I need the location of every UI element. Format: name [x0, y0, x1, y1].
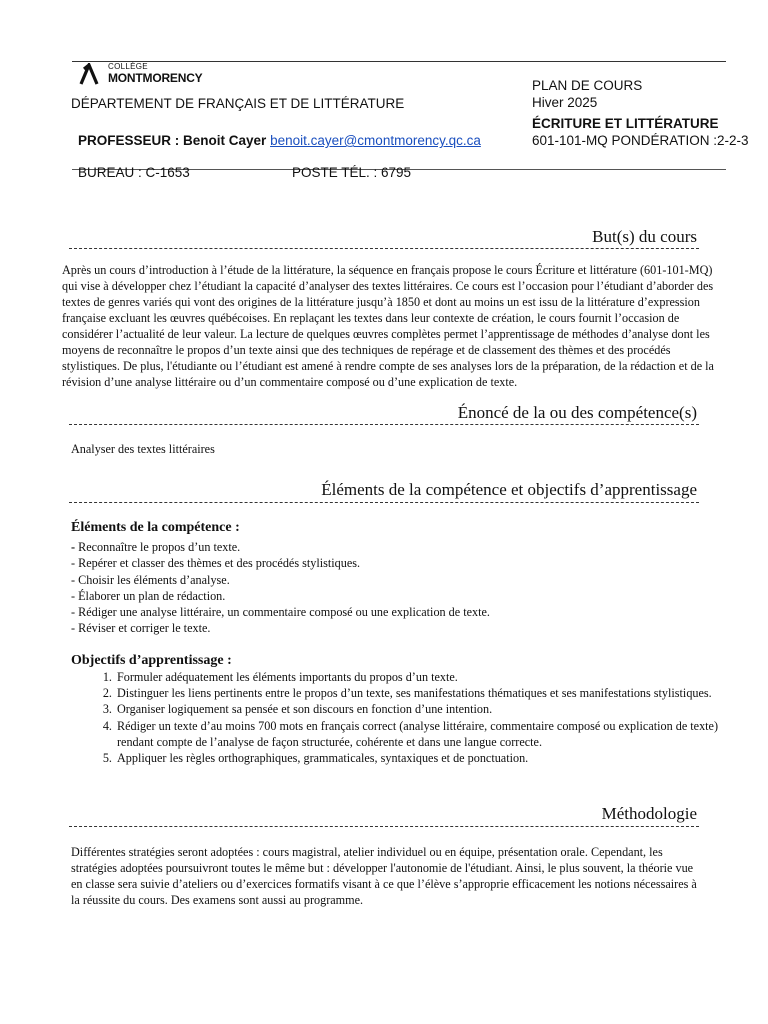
methodology-divider: [69, 826, 699, 827]
competence-divider: [69, 424, 699, 425]
list-item: - Reconnaître le propos d’un texte.: [71, 540, 241, 554]
list-item: 4. Rédiger un texte d’au moins 700 mots en français correct (analyse littéraire, commentaire composé ou explication de texte) rendant compte de l’analyse de façon structurée, cohérente et dans une langue correcte.: [115, 718, 725, 750]
goals-title: But(s) du cours: [592, 227, 697, 246]
elements-divider: [69, 502, 699, 503]
competence-title: Énoncé de la ou des compétence(s): [457, 403, 697, 422]
montmorency-logo-icon: [78, 63, 100, 85]
list-item: - Réviser et corriger le texte.: [71, 621, 211, 636]
logo-college-text: COLLÈGE: [108, 62, 148, 71]
list-item: 1. Formuler adéquatement les éléments importants du propos d’un texte.: [115, 669, 725, 685]
professor-label: PROFESSEUR : Benoit Cayer: [78, 133, 267, 148]
phone-extension: POSTE TÉL. : 6795: [292, 165, 412, 180]
logo-name-text: MONTMORENCY: [108, 71, 203, 85]
list-item: - Élaborer un plan de rédaction.: [71, 588, 226, 603]
list-item: - Choisir les éléments d’analyse.: [71, 572, 230, 587]
list-item: 5. Appliquer les règles orthographiques, grammaticales, syntaxiques et de ponctuation.: [115, 750, 725, 766]
list-item: - Rédiger une analyse littéraire, un commentaire composé ou une explication de texte.: [71, 605, 490, 620]
elements-list: [71, 539, 711, 637]
list-item: 2. Distinguer les liens pertinents entre le propos d’un texte, ses manifestations thématiques et ses manifestations stylistiques.: [115, 685, 725, 701]
methodology-title: Méthodologie: [601, 804, 697, 823]
competence-text: Analyser des textes littéraires: [71, 442, 215, 456]
session-label: Hiver 2025: [532, 95, 598, 110]
professor-line: [78, 133, 481, 148]
college-logo: [76, 60, 216, 90]
list-item: 3. Organiser logiquement sa pensée et son discours en fonction d’une intention.: [115, 701, 725, 717]
goals-divider: [69, 248, 699, 249]
objectives-list: [71, 669, 725, 766]
office-number: BUREAU : C-1653: [78, 165, 190, 180]
goals-paragraph: Après un cours d’introduction à l’étude de la littérature, la séquence en français propose le cours Écriture et littérature (601-101-MQ) qui vise à développer chez l’étudiant la capacité d’analyser des textes littéraires. Ce cours est l’occasion pour l’étudiant d’aborder des textes de genres variés qui vont des origines de la littérature jusqu’à 1850 et dont au moins un est issu de la littérature d’expression française excluant les œuvres québécoises. En replaçant les textes dans leur contexte de création, le cours fournit l’occasion de considérer l’actualité de leur valeur. La lecture de quelques œuvres complètes permet l’apprentissage de méthodes d’analyse dont les moyens de reconnaître le propos d’un texte ainsi que des techniques de repérage et de classement des thèmes et des procédés stylistiques. De plus, l'étudiante ou l’étudiant est amené à rendre compte de ses analyses lors de la préparation, de la rédaction et de la révision d’une analyse littéraire ou d’un commentaire composé ou d’une explication de texte.: [62, 263, 714, 389]
methodology-paragraph: Différentes stratégies seront adoptées : cours magistral, atelier individuel ou en équipe, présentation orale. Cependant, les stratégies adoptées poursuivront toutes le même but : développer l'autonomie de l'étudiant. Ainsi, le plus souvent, la théorie vue en classe sera suivie d’ateliers ou d’exercices formatifs visant à ce que l’élève s’approprie efficacement les notions nécessaires à la réussite du cours. Des examens sont aussi au programme.: [71, 845, 697, 907]
department-name: DÉPARTEMENT DE FRANÇAIS ET DE LITTÉRATURE: [71, 96, 405, 111]
course-title: ÉCRITURE ET LITTÉRATURE: [532, 116, 719, 131]
professor-email-link[interactable]: benoit.cayer@cmontmorency.qc.ca: [270, 133, 481, 148]
objectives-heading: Objectifs d’apprentissage :: [71, 653, 232, 668]
list-item: - Repérer et classer des thèmes et des procédés stylistiques.: [71, 556, 361, 571]
elements-title: Éléments de la compétence et objectifs d’apprentissage: [321, 480, 697, 499]
elements-heading: Éléments de la compétence :: [71, 520, 240, 535]
plan-label: PLAN DE COURS: [532, 78, 643, 93]
course-code: 601-101-MQ PONDÉRATION :2-2-3: [532, 133, 749, 148]
